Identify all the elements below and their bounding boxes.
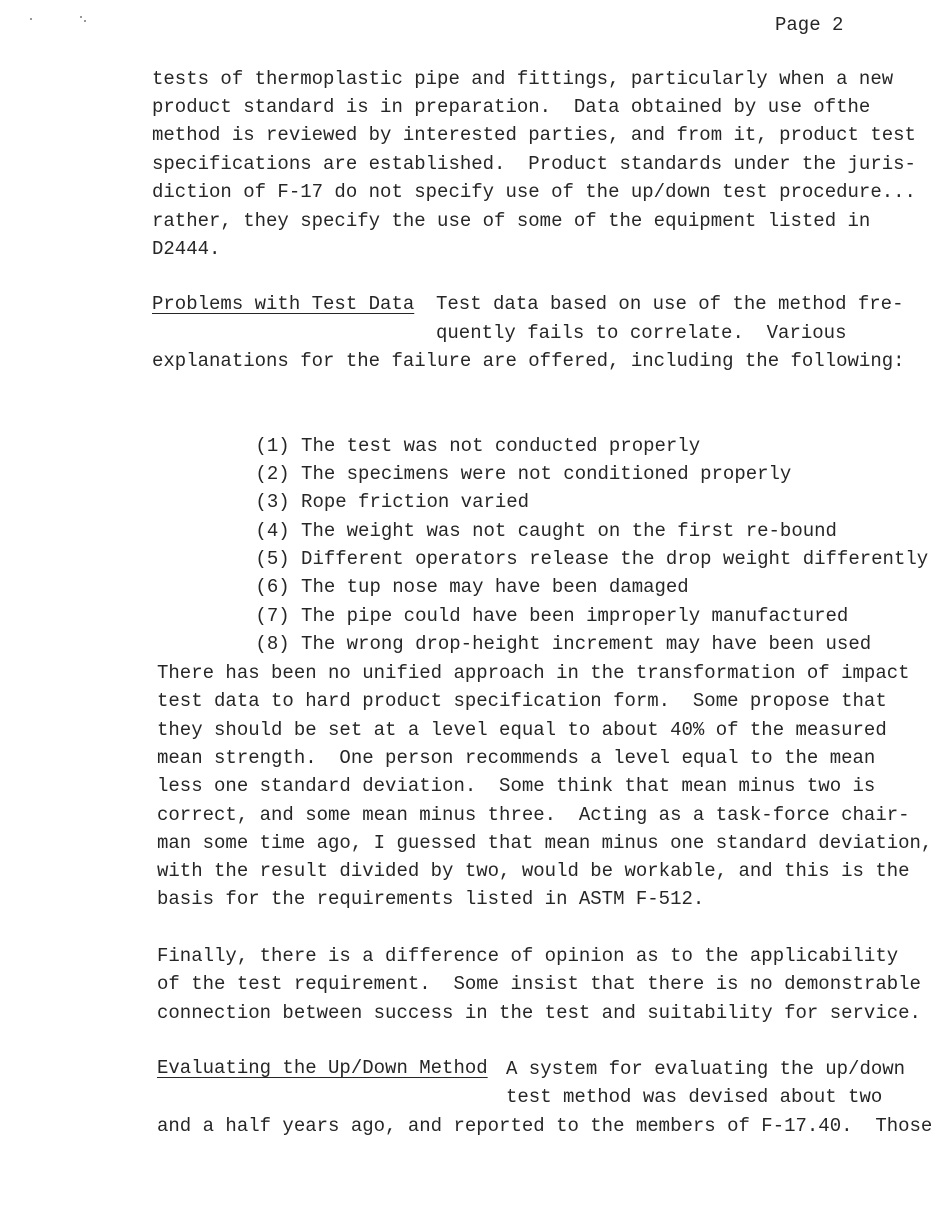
- list-number: (8): [255, 633, 290, 655]
- text-line: explanations for the failure are offered, including the following:: [152, 350, 905, 372]
- list-text: The weight was not caught on the first re-bound: [301, 520, 837, 542]
- text-line: product standard is in preparation. Data obtained by use ofthe: [152, 96, 871, 118]
- list-number: (7): [255, 605, 290, 627]
- text-line: less one standard deviation. Some think that mean minus two is: [157, 775, 876, 797]
- scan-speck: [80, 16, 82, 18]
- text-line: test method was devised about two: [506, 1086, 883, 1108]
- list-item: [187, 517, 929, 570]
- list-number: (4): [255, 520, 290, 542]
- text-line: and a half years ago, and reported to the members of F-17.40. Those: [157, 1115, 933, 1137]
- text-line: test data to hard product specification form. Some propose that: [157, 690, 887, 712]
- list-item: [187, 460, 530, 513]
- text-line: quently fails to correlate. Various: [436, 322, 847, 344]
- list-number: (6): [255, 576, 290, 598]
- section-heading-evaluating: Evaluating the Up/Down Method: [157, 1057, 488, 1079]
- list-item: [187, 432, 792, 485]
- list-text: The test was not conducted properly: [301, 435, 701, 457]
- text-line: Test data based on use of the method fre-: [436, 293, 904, 315]
- list-text: Rope friction varied: [301, 491, 530, 513]
- text-line: connection between success in the test and suitability for service.: [157, 1002, 921, 1024]
- list-item: [187, 574, 849, 627]
- list-item: [187, 602, 872, 655]
- list-text: Different operators release the drop weight differently: [301, 548, 929, 570]
- text-line: tests of thermoplastic pipe and fittings, particularly when a new: [152, 68, 894, 90]
- scan-speck: [84, 20, 86, 22]
- text-line: correct, and some mean minus three. Acting as a task-force chair-: [157, 804, 910, 826]
- list-item: [187, 545, 689, 598]
- text-line: man some time ago, I guessed that mean minus one standard deviation,: [157, 832, 933, 854]
- text-line: Finally, there is a difference of opinion as to the applicability: [157, 945, 899, 967]
- text-line: rather, they specify the use of some of the equipment listed in: [152, 210, 871, 232]
- text-line: specifications are established. Product standards under the juris-: [152, 153, 916, 175]
- text-line: There has been no unified approach in the transformation of impact: [157, 662, 910, 684]
- text-line: basis for the requirements listed in ASTM F-512.: [157, 888, 705, 910]
- text-line: diction of F-17 do not specify use of the up/down test procedure...: [152, 181, 916, 203]
- scan-speck: [30, 18, 32, 20]
- section-heading-problems: Problems with Test Data: [152, 293, 415, 315]
- text-line: D2444.: [152, 238, 221, 260]
- text-line: of the test requirement. Some insist that there is no demonstrable: [157, 973, 921, 995]
- list-item: [187, 489, 837, 542]
- text-line: they should be set at a level equal to about 40% of the measured: [157, 719, 887, 741]
- list-number: (2): [255, 463, 290, 485]
- text-line: method is reviewed by interested parties, and from it, product test: [152, 124, 916, 146]
- text-line: with the result divided by two, would be workable, and this is the: [157, 860, 910, 882]
- list-text: The specimens were not conditioned properly: [301, 463, 792, 485]
- list-text: The tup nose may have been damaged: [301, 576, 689, 598]
- list-number: (5): [255, 548, 290, 570]
- list-number: (3): [255, 491, 290, 513]
- text-line: A system for evaluating the up/down: [506, 1058, 906, 1080]
- list-text: The wrong drop-height increment may have been used: [301, 633, 872, 655]
- list-text: The pipe could have been improperly manufactured: [301, 605, 849, 627]
- page-number: Page 2: [775, 14, 844, 36]
- list-number: (1): [255, 435, 290, 457]
- list-item: [187, 404, 701, 457]
- text-line: mean strength. One person recommends a level equal to the mean: [157, 747, 876, 769]
